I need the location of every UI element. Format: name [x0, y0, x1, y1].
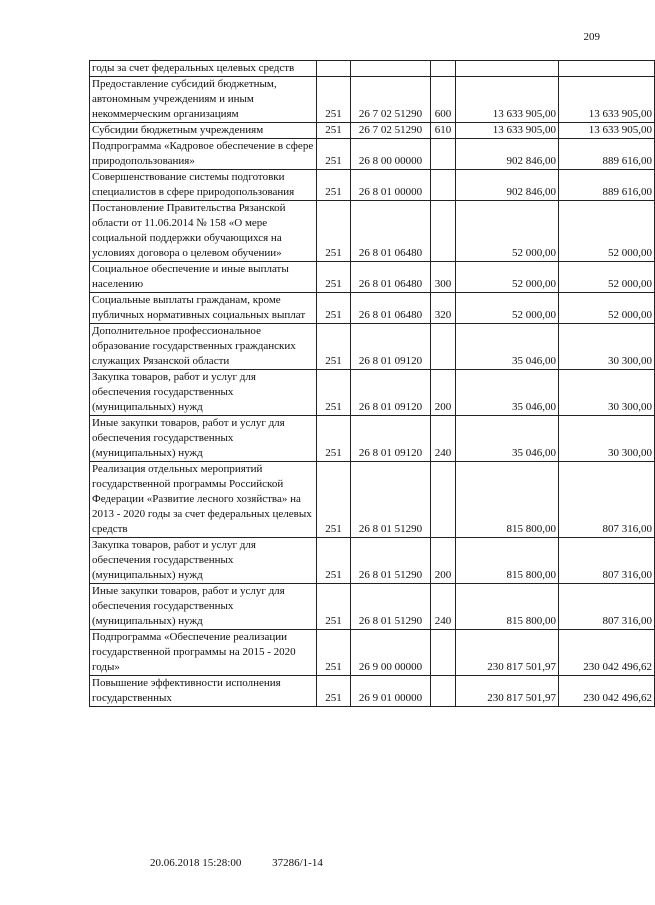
row-sum-actual-cell: 889 616,00 [559, 170, 655, 201]
footer [150, 857, 323, 869]
row-code-cell [317, 61, 351, 77]
row-expense-type-cell [431, 324, 456, 370]
row-code-cell: 251 [317, 77, 351, 123]
table-row [90, 676, 655, 707]
row-expense-type-cell [431, 676, 456, 707]
row-code-cell: 251 [317, 201, 351, 262]
row-code-cell: 251 [317, 538, 351, 584]
row-sum-plan-cell: 902 846,00 [456, 139, 559, 170]
table-row [90, 123, 655, 139]
row-expense-type-cell: 600 [431, 77, 456, 123]
row-code-cell: 251 [317, 123, 351, 139]
row-expense-type-cell [431, 630, 456, 676]
footer-timestamp: 20.06.2018 15:28:00 [150, 857, 242, 869]
budget-table [89, 60, 655, 707]
row-sum-plan-cell: 13 633 905,00 [456, 123, 559, 139]
row-target-article-cell: 26 8 01 00000 [351, 170, 431, 201]
row-code-cell: 251 [317, 676, 351, 707]
row-name-cell: Субсидии бюджетным учреждениям [90, 123, 317, 139]
page-number: 209 [583, 31, 600, 43]
table-row [90, 262, 655, 293]
row-expense-type-cell [431, 61, 456, 77]
row-expense-type-cell: 300 [431, 262, 456, 293]
row-expense-type-cell: 240 [431, 584, 456, 630]
table-row [90, 293, 655, 324]
row-sum-actual-cell: 52 000,00 [559, 201, 655, 262]
row-sum-actual-cell: 889 616,00 [559, 139, 655, 170]
row-expense-type-cell [431, 139, 456, 170]
row-name-cell: Совершенствование системы подготовки специалистов в сфере природопользования [90, 170, 317, 201]
row-sum-plan-cell: 35 046,00 [456, 324, 559, 370]
row-sum-plan-cell: 35 046,00 [456, 370, 559, 416]
table-row [90, 370, 655, 416]
row-code-cell: 251 [317, 170, 351, 201]
row-code-cell: 251 [317, 462, 351, 538]
row-target-article-cell: 26 8 01 51290 [351, 538, 431, 584]
table-row [90, 462, 655, 538]
row-expense-type-cell: 200 [431, 538, 456, 584]
row-sum-plan-cell: 815 800,00 [456, 584, 559, 630]
row-code-cell: 251 [317, 416, 351, 462]
table-row [90, 630, 655, 676]
row-sum-plan-cell: 902 846,00 [456, 170, 559, 201]
row-sum-plan-cell: 13 633 905,00 [456, 77, 559, 123]
row-sum-actual-cell: 807 316,00 [559, 538, 655, 584]
row-sum-actual-cell: 52 000,00 [559, 262, 655, 293]
row-name-cell: Предоставление субсидий бюджетным, автономным учреждениям и иным некоммерческим организациям [90, 77, 317, 123]
row-sum-plan-cell: 52 000,00 [456, 201, 559, 262]
row-name-cell: Социальные выплаты гражданам, кроме публичных нормативных социальных выплат [90, 293, 317, 324]
row-name-cell: Закупка товаров, работ и услуг для обеспечения государственных (муниципальных) нужд [90, 370, 317, 416]
row-name-cell: Иные закупки товаров, работ и услуг для обеспечения государственных (муниципальных) нужд [90, 584, 317, 630]
row-sum-actual-cell: 230 042 496,62 [559, 676, 655, 707]
row-target-article-cell [351, 61, 431, 77]
row-target-article-cell: 26 9 00 00000 [351, 630, 431, 676]
row-code-cell: 251 [317, 584, 351, 630]
row-name-cell: Постановление Правительства Рязанской области от 11.06.2014 № 158 «О мере социальной поддержки обучающихся на условиях договора о целевом обучении» [90, 201, 317, 262]
budget-table-body [90, 61, 655, 707]
row-name-cell: Закупка товаров, работ и услуг для обеспечения государственных (муниципальных) нужд [90, 538, 317, 584]
row-sum-actual-cell: 13 633 905,00 [559, 123, 655, 139]
row-sum-actual-cell: 230 042 496,62 [559, 630, 655, 676]
table-row [90, 584, 655, 630]
row-target-article-cell: 26 8 01 09120 [351, 416, 431, 462]
row-sum-actual-cell: 807 316,00 [559, 462, 655, 538]
row-name-cell: Подпрограмма «Кадровое обеспечение в сфере природопользования» [90, 139, 317, 170]
row-sum-actual-cell: 30 300,00 [559, 324, 655, 370]
table-row [90, 170, 655, 201]
table-row [90, 538, 655, 584]
row-expense-type-cell: 610 [431, 123, 456, 139]
row-sum-actual-cell: 13 633 905,00 [559, 77, 655, 123]
row-target-article-cell: 26 8 01 06480 [351, 262, 431, 293]
row-name-cell: Социальное обеспечение и иные выплаты населению [90, 262, 317, 293]
row-sum-actual-cell: 30 300,00 [559, 370, 655, 416]
row-sum-plan-cell: 230 817 501,97 [456, 676, 559, 707]
row-target-article-cell: 26 7 02 51290 [351, 77, 431, 123]
row-expense-type-cell [431, 201, 456, 262]
row-name-cell: Повышение эффективности исполнения государственных [90, 676, 317, 707]
row-sum-plan-cell: 52 000,00 [456, 262, 559, 293]
table-row [90, 61, 655, 77]
row-sum-plan-cell: 815 800,00 [456, 538, 559, 584]
row-target-article-cell: 26 8 01 51290 [351, 584, 431, 630]
row-sum-actual-cell: 52 000,00 [559, 293, 655, 324]
row-expense-type-cell [431, 170, 456, 201]
row-sum-plan-cell: 35 046,00 [456, 416, 559, 462]
row-code-cell: 251 [317, 262, 351, 293]
row-sum-plan-cell [456, 61, 559, 77]
row-name-cell: Подпрограмма «Обеспечение реализации государственной программы на 2015 - 2020 годы» [90, 630, 317, 676]
row-sum-actual-cell: 807 316,00 [559, 584, 655, 630]
row-target-article-cell: 26 8 01 09120 [351, 370, 431, 416]
table-row [90, 416, 655, 462]
table-row [90, 77, 655, 123]
row-name-cell: Дополнительное профессиональное образование государственных гражданских служащих Рязанской области [90, 324, 317, 370]
table-row [90, 324, 655, 370]
row-target-article-cell: 26 8 01 09120 [351, 324, 431, 370]
row-expense-type-cell: 240 [431, 416, 456, 462]
row-code-cell: 251 [317, 370, 351, 416]
row-code-cell: 251 [317, 630, 351, 676]
row-expense-type-cell: 320 [431, 293, 456, 324]
row-code-cell: 251 [317, 293, 351, 324]
row-expense-type-cell: 200 [431, 370, 456, 416]
row-name-cell: годы за счет федеральных целевых средств [90, 61, 317, 77]
row-sum-actual-cell: 30 300,00 [559, 416, 655, 462]
row-code-cell: 251 [317, 324, 351, 370]
table-row [90, 139, 655, 170]
row-target-article-cell: 26 8 01 51290 [351, 462, 431, 538]
row-sum-plan-cell: 52 000,00 [456, 293, 559, 324]
table-row [90, 201, 655, 262]
row-target-article-cell: 26 8 00 00000 [351, 139, 431, 170]
row-target-article-cell: 26 8 01 06480 [351, 201, 431, 262]
row-name-cell: Иные закупки товаров, работ и услуг для обеспечения государственных (муниципальных) нужд [90, 416, 317, 462]
row-expense-type-cell [431, 462, 456, 538]
row-sum-actual-cell [559, 61, 655, 77]
row-code-cell: 251 [317, 139, 351, 170]
row-target-article-cell: 26 7 02 51290 [351, 123, 431, 139]
row-target-article-cell: 26 9 01 00000 [351, 676, 431, 707]
row-sum-plan-cell: 815 800,00 [456, 462, 559, 538]
row-sum-plan-cell: 230 817 501,97 [456, 630, 559, 676]
footer-doc-id: 37286/1-14 [272, 857, 323, 869]
row-name-cell: Реализация отдельных мероприятий государственной программы Российской Федерации «Развитие лесного хозяйства» на 2013 - 2020 годы за счет федеральных целевых средств [90, 462, 317, 538]
row-target-article-cell: 26 8 01 06480 [351, 293, 431, 324]
